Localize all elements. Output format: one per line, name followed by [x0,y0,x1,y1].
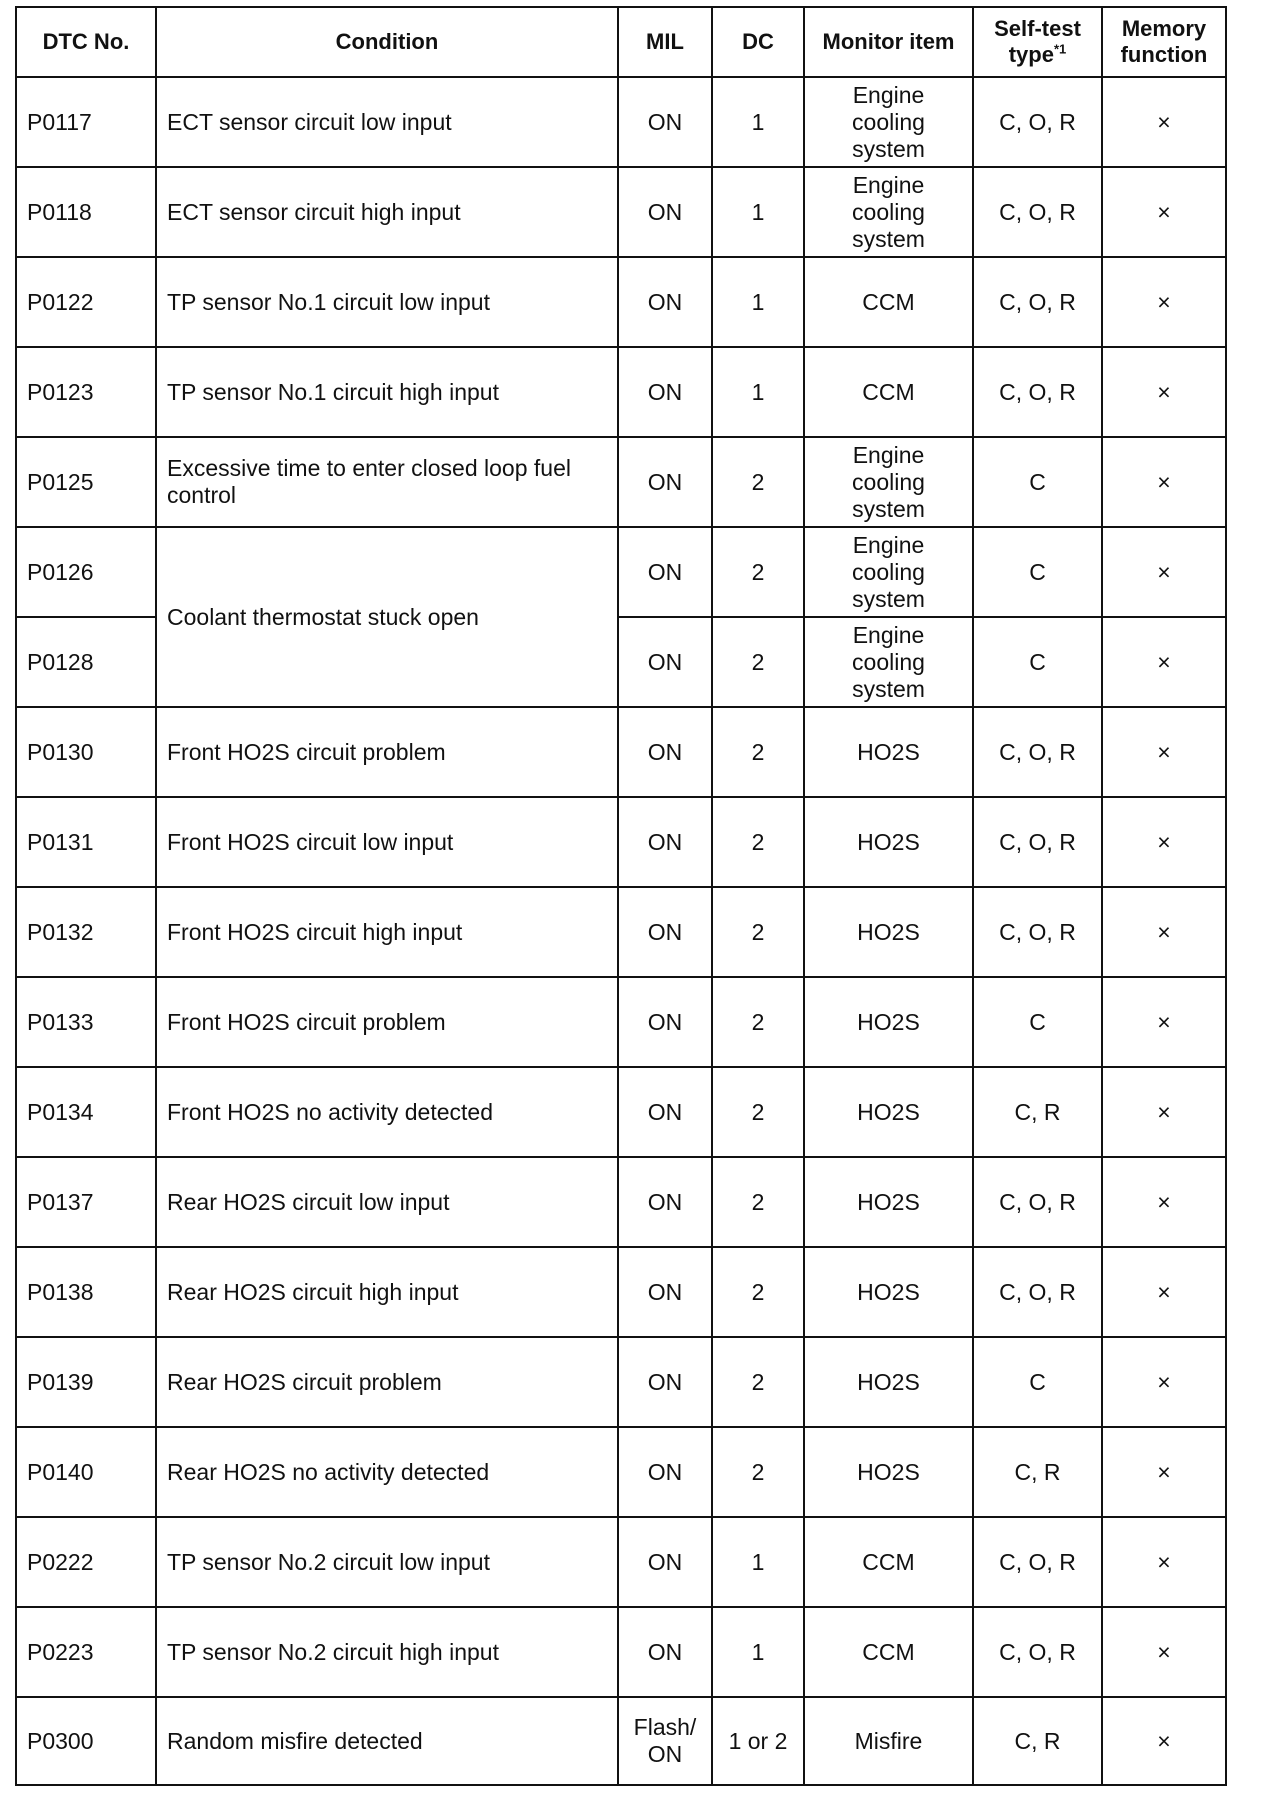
dc-cell: 2 [712,1157,804,1247]
mil-line: Flash/ [633,1714,697,1740]
monitor-item-line: Engine [852,621,925,648]
self-test-type-cell: C, O, R [973,1247,1102,1337]
condition-cell: Excessive time to enter closed loop fuel control [156,437,618,527]
dtc-code-cell: P0137 [16,1157,156,1247]
monitor-item-cell [804,797,973,887]
monitor-item-line: system [852,135,925,162]
self-test-type-cell: C, O, R [973,347,1102,437]
condition-cell: Rear HO2S no activity detected [156,1427,618,1517]
mil-cell: ON [618,167,712,257]
dtc-code-cell: P0223 [16,1607,156,1697]
table-row [16,1427,1226,1517]
monitor-item-cell [804,1427,973,1517]
mil-cell: ON [618,617,712,707]
memory-function-cell: × [1102,1337,1226,1427]
condition-cell: ECT sensor circuit high input [156,167,618,257]
table-row [16,977,1226,1067]
self-test-type-cell: C, O, R [973,1607,1102,1697]
monitor-item-line: Engine [852,81,925,108]
memory-function-cell: × [1102,797,1226,887]
self-test-type-cell: C, O, R [973,257,1102,347]
condition-cell: Front HO2S circuit problem [156,707,618,797]
condition-cell: TP sensor No.2 circuit high input [156,1607,618,1697]
self-test-header-line2: type [1008,42,1054,67]
condition-cell: TP sensor No.2 circuit low input [156,1517,618,1607]
memory-function-cell: × [1102,887,1226,977]
mil-header: MIL [618,7,712,77]
monitor-item-cell [804,347,973,437]
dc-cell: 1 [712,167,804,257]
dtc-code-cell: P0117 [16,77,156,167]
memory-function-cell: × [1102,707,1226,797]
dtc-code-cell: P0122 [16,257,156,347]
dc-cell: 2 [712,1427,804,1517]
table-row [16,1607,1226,1697]
table-row [16,257,1226,347]
condition-cell: Front HO2S no activity detected [156,1067,618,1157]
mil-cell: ON [618,437,712,527]
memory-function-cell: × [1102,437,1226,527]
memory-function-cell: × [1102,977,1226,1067]
dtc-code-cell: P0139 [16,1337,156,1427]
dtc-code-cell: P0125 [16,437,156,527]
monitor-item-line: Engine [852,531,925,558]
dtc-code-cell: P0300 [16,1697,156,1785]
memory-function-cell: × [1102,257,1226,347]
self-test-type-header [973,7,1102,77]
table-row [16,1247,1226,1337]
monitor-item-line: Engine [852,171,925,198]
self-test-type-cell: C, O, R [973,797,1102,887]
memory-function-cell: × [1102,1427,1226,1517]
dc-cell: 2 [712,527,804,617]
memory-function-cell: × [1102,1607,1226,1697]
memory-function-cell: × [1102,1517,1226,1607]
monitor-item-cell [804,1697,973,1785]
memory-function-cell: × [1102,347,1226,437]
memory-function-cell: × [1102,77,1226,167]
monitor-item-cell [804,257,973,347]
condition-cell: Rear HO2S circuit low input [156,1157,618,1247]
monitor-item-line: HO2S [857,738,920,765]
dtc-code-cell: P0140 [16,1427,156,1517]
memory-function-cell: × [1102,527,1226,617]
dc-cell: 1 or 2 [712,1697,804,1785]
monitor-item-line: CCM [862,288,915,315]
memory-function-cell: × [1102,1247,1226,1337]
monitor-item-line: Engine [852,441,925,468]
mil-cell: ON [618,1427,712,1517]
monitor-item-line: system [852,675,925,702]
table-row [16,887,1226,977]
condition-cell: ECT sensor circuit low input [156,77,618,167]
mil-cell: ON [618,347,712,437]
monitor-item-cell [804,1067,973,1157]
self-test-type-cell: C, O, R [973,887,1102,977]
dtc-code-cell: P0132 [16,887,156,977]
dc-cell: 2 [712,1337,804,1427]
mil-cell: ON [618,1157,712,1247]
monitor-item-cell [804,1247,973,1337]
dc-cell: 2 [712,437,804,527]
self-test-type-cell: C, O, R [973,167,1102,257]
table-row [16,1697,1226,1785]
condition-cell: Coolant thermostat stuck open [156,527,618,707]
dc-cell: 1 [712,347,804,437]
mil-cell: ON [618,257,712,347]
monitor-item-line: system [852,585,925,612]
condition-cell: Front HO2S circuit low input [156,797,618,887]
self-test-type-cell: C [973,617,1102,707]
dtc-code-cell: P0123 [16,347,156,437]
self-test-type-cell: C, R [973,1427,1102,1517]
monitor-item-line: HO2S [857,1188,920,1215]
condition-cell: Front HO2S circuit problem [156,977,618,1067]
dtc-code-cell: P0118 [16,167,156,257]
monitor-item-line: HO2S [857,1278,920,1305]
condition-cell: Front HO2S circuit high input [156,887,618,977]
table-row [16,1517,1226,1607]
monitor-item-line: cooling [852,108,925,135]
self-test-type-cell: C, O, R [973,1517,1102,1607]
monitor-item-line: CCM [862,1638,915,1665]
self-test-type-cell: C, O, R [973,707,1102,797]
mil-cell: ON [618,1067,712,1157]
monitor-item-cell [804,167,973,257]
mil-cell: ON [618,797,712,887]
dc-cell: 2 [712,707,804,797]
condition-cell: Rear HO2S circuit problem [156,1337,618,1427]
memory-function-cell: × [1102,1067,1226,1157]
mil-cell: ON [618,1247,712,1337]
dc-cell: 2 [712,617,804,707]
monitor-item-line: cooling [852,468,925,495]
monitor-item-line: HO2S [857,828,920,855]
mil-cell: ON [618,527,712,617]
memory-function-cell: × [1102,1157,1226,1247]
monitor-item-cell [804,977,973,1067]
footnote-marker: *1 [1053,41,1067,57]
mil-cell: ON [618,1337,712,1427]
self-test-type-cell: C, R [973,1697,1102,1785]
table-row [16,167,1226,257]
condition-header: Condition [156,7,618,77]
dc-cell: 1 [712,1607,804,1697]
memory-header-line1: Memory [1121,16,1207,41]
condition-cell: TP sensor No.1 circuit high input [156,347,618,437]
self-test-type-cell: C [973,527,1102,617]
self-test-type-cell: C [973,437,1102,527]
monitor-item-cell [804,77,973,167]
table-row [16,707,1226,797]
condition-cell: Random misfire detected [156,1697,618,1785]
condition-cell: TP sensor No.1 circuit low input [156,257,618,347]
monitor-item-line: cooling [852,558,925,585]
monitor-item-line: CCM [862,378,915,405]
mil-line: ON [647,1741,683,1767]
memory-header-line2: function [1120,42,1208,67]
dc-cell: 2 [712,1067,804,1157]
dc-header: DC [712,7,804,77]
monitor-item-cell [804,1607,973,1697]
table-row [16,437,1226,527]
dtc-table-body [16,77,1226,1785]
monitor-item-line: Misfire [854,1727,923,1754]
monitor-item-cell [804,617,973,707]
self-test-type-cell: C [973,977,1102,1067]
self-test-type-cell: C, O, R [973,77,1102,167]
table-row [16,347,1226,437]
dtc-code-cell: P0130 [16,707,156,797]
monitor-item-cell [804,887,973,977]
monitor-item-line: HO2S [857,1098,920,1125]
monitor-item-line: HO2S [857,918,920,945]
self-test-type-cell: C, R [973,1067,1102,1157]
mil-cell: ON [618,887,712,977]
dtc-code-cell: P0128 [16,617,156,707]
header-row [16,7,1226,77]
dtc-code-cell: P0131 [16,797,156,887]
table-row [16,77,1226,167]
memory-function-header [1102,7,1226,77]
table-row [16,1067,1226,1157]
monitor-item-line: system [852,495,925,522]
dtc-code-cell: P0134 [16,1067,156,1157]
dtc-table [15,6,1227,1786]
dc-cell: 2 [712,887,804,977]
dtc-no-header: DTC No. [16,7,156,77]
mil-cell: ON [618,1517,712,1607]
memory-function-cell: × [1102,1697,1226,1785]
dc-cell: 1 [712,1517,804,1607]
condition-cell: Rear HO2S circuit high input [156,1247,618,1337]
monitor-item-cell [804,1337,973,1427]
mil-cell: ON [618,977,712,1067]
dc-cell: 1 [712,77,804,167]
memory-function-cell: × [1102,167,1226,257]
monitor-item-cell [804,707,973,797]
dtc-code-cell: P0126 [16,527,156,617]
monitor-item-line: cooling [852,648,925,675]
table-row [16,1337,1226,1427]
monitor-item-header: Monitor item [804,7,973,77]
dc-cell: 2 [712,1247,804,1337]
mil-cell: ON [618,77,712,167]
mil-cell: ON [618,1607,712,1697]
mil-cell [618,1697,712,1785]
monitor-item-cell [804,527,973,617]
dc-cell: 2 [712,977,804,1067]
monitor-item-line: HO2S [857,1458,920,1485]
monitor-item-line: cooling [852,198,925,225]
dtc-code-cell: P0222 [16,1517,156,1607]
monitor-item-cell [804,1517,973,1607]
monitor-item-line: HO2S [857,1008,920,1035]
dtc-code-cell: P0138 [16,1247,156,1337]
table-row [16,527,1226,617]
monitor-item-cell [804,437,973,527]
dc-cell: 2 [712,797,804,887]
monitor-item-line: system [852,225,925,252]
dc-cell: 1 [712,257,804,347]
dtc-code-cell: P0133 [16,977,156,1067]
self-test-type-cell: C, O, R [973,1157,1102,1247]
self-test-type-cell: C [973,1337,1102,1427]
memory-function-cell: × [1102,617,1226,707]
table-row [16,1157,1226,1247]
monitor-item-line: CCM [862,1548,915,1575]
self-test-header-line1: Self-test [994,16,1081,41]
monitor-item-line: HO2S [857,1368,920,1395]
mil-cell: ON [618,707,712,797]
monitor-item-cell [804,1157,973,1247]
table-row [16,797,1226,887]
